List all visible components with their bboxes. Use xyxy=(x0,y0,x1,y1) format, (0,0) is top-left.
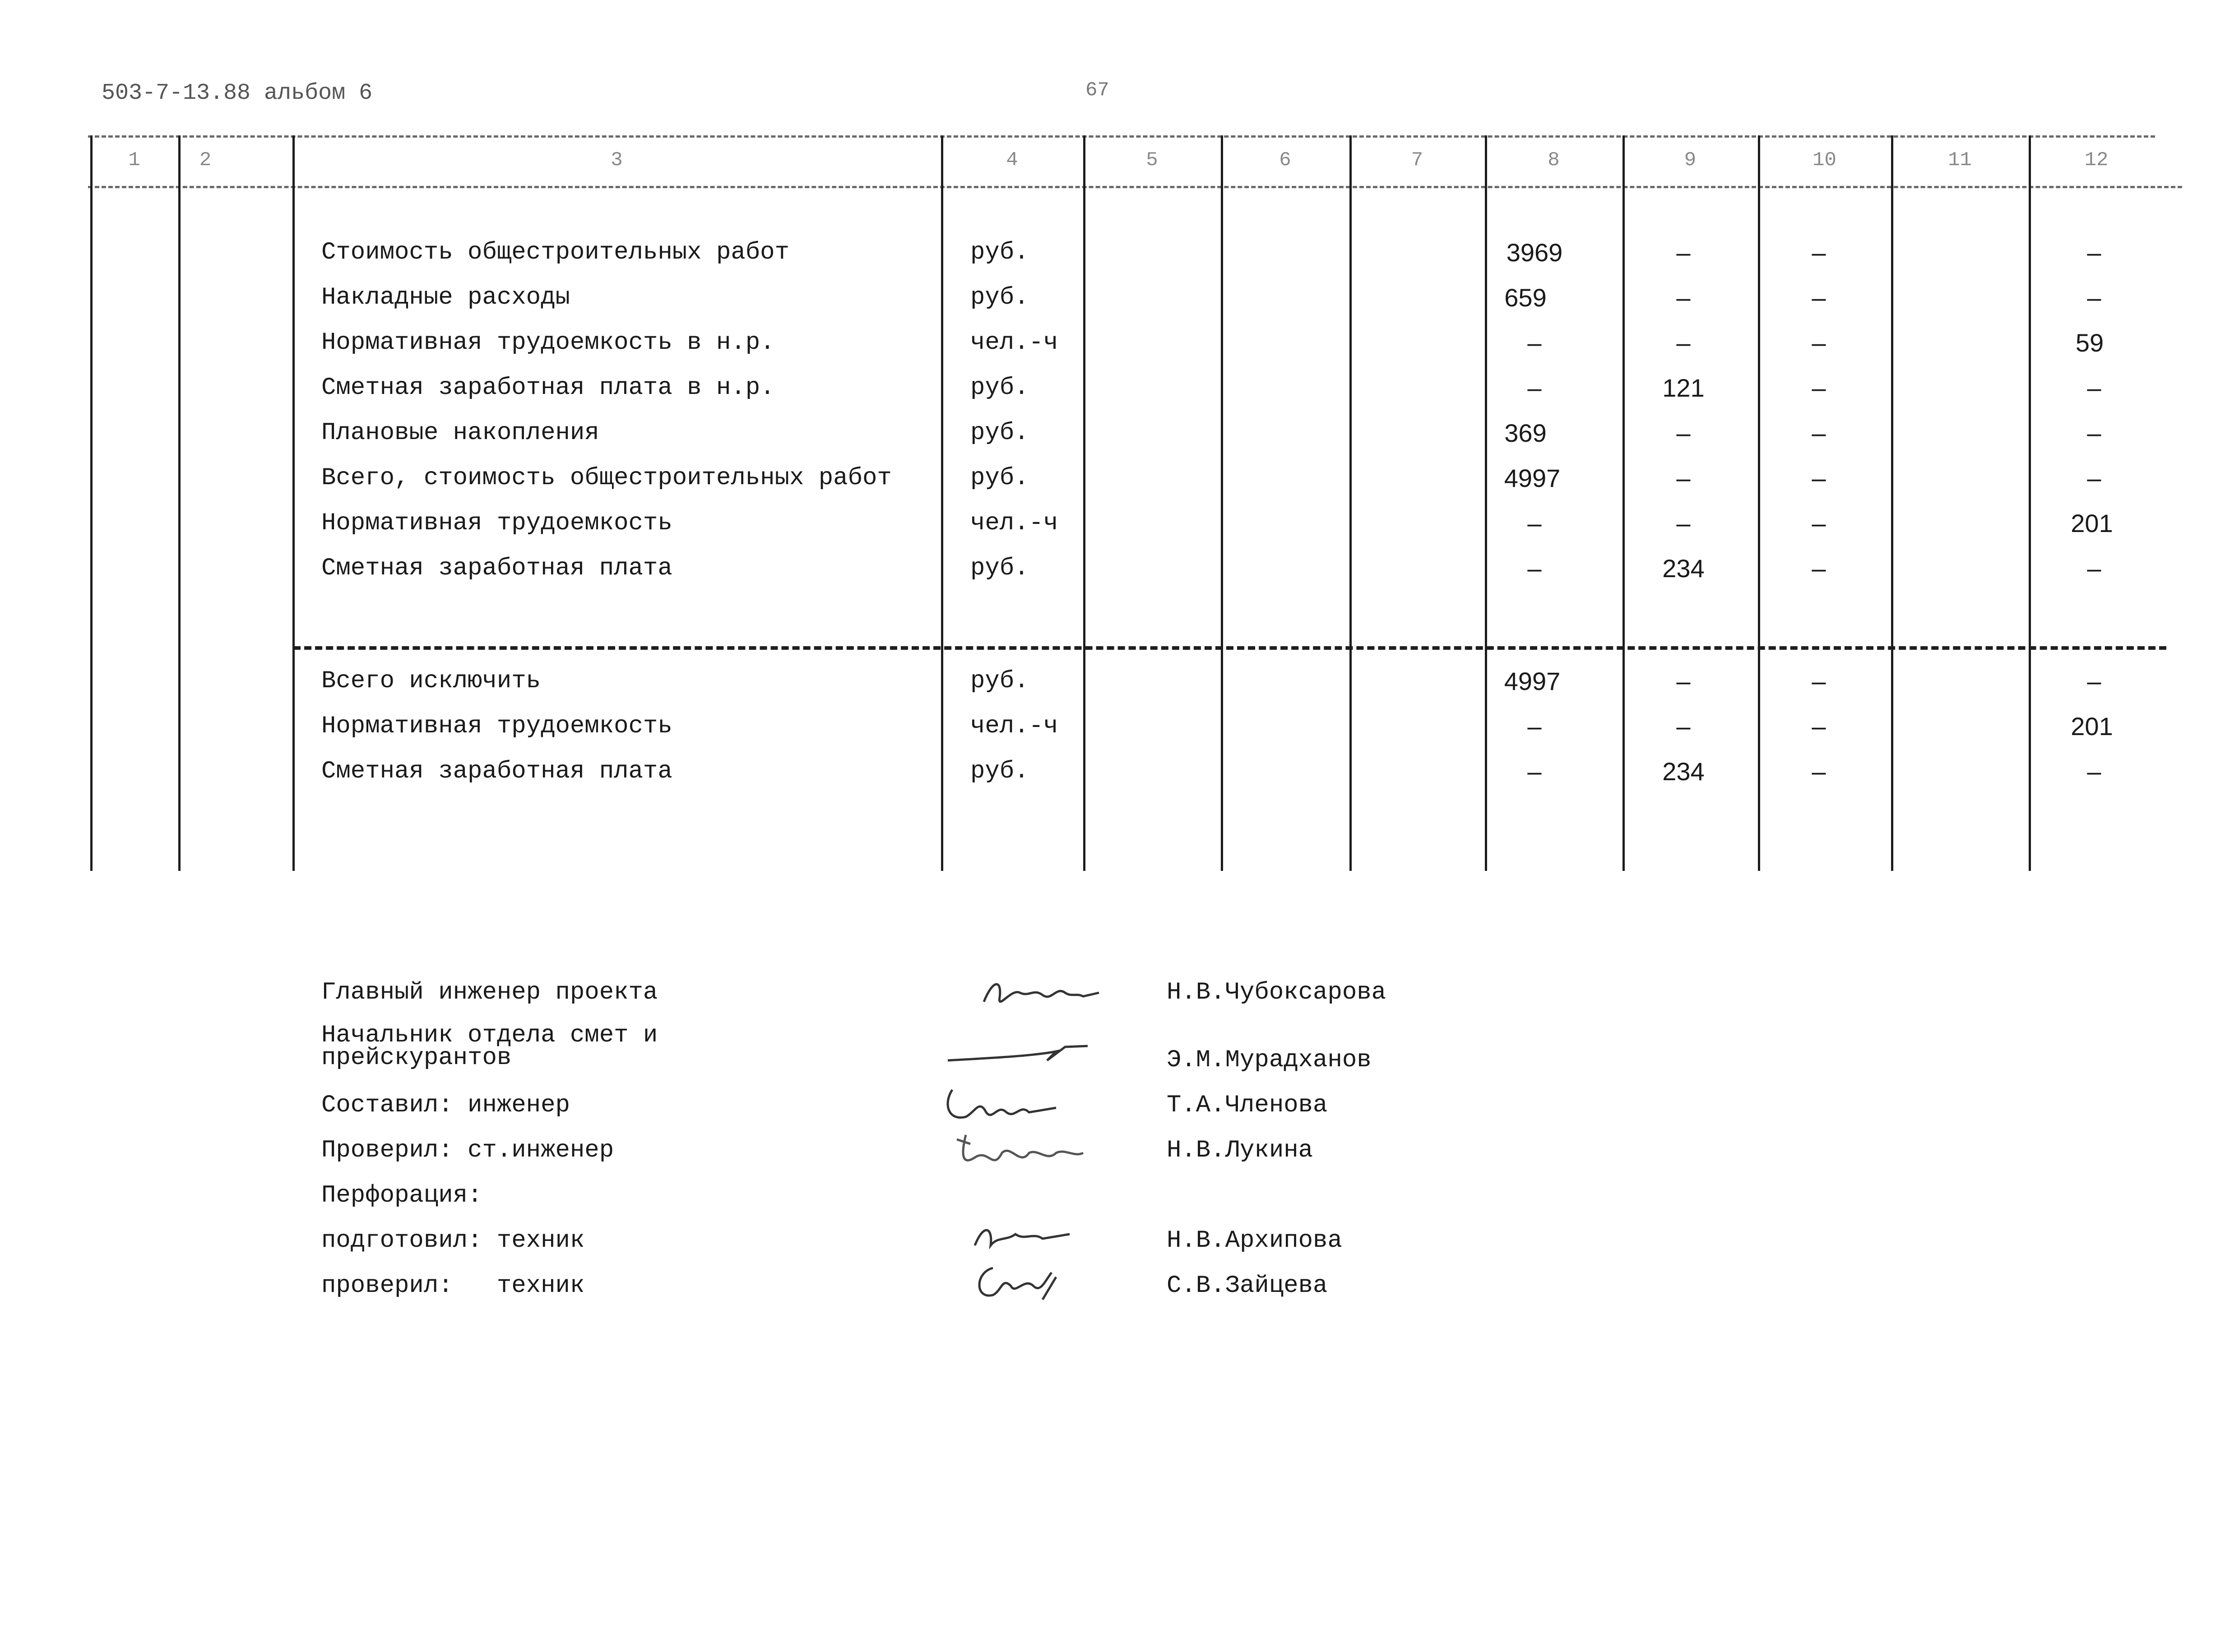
signer-role: Главный инженер проекта xyxy=(321,979,658,1006)
value-col10: – xyxy=(1812,238,1826,267)
column-divider xyxy=(90,135,93,871)
signer-role: Начальник отдела смет и прейскурантов xyxy=(321,1022,658,1072)
handwritten-signature xyxy=(975,970,1106,1020)
value-col10: – xyxy=(1812,374,1826,402)
row-unit: чел.-ч xyxy=(970,329,1058,356)
column-divider xyxy=(1349,135,1352,871)
row-name: Нормативная трудоемкость xyxy=(321,509,672,537)
signer-name: С.В.Зайцева xyxy=(1167,1272,1328,1300)
value-col10: – xyxy=(1812,554,1826,583)
value-col9: – xyxy=(1676,464,1691,492)
value-col10: – xyxy=(1812,509,1826,537)
row-name: Нормативная трудоемкость в н.р. xyxy=(321,329,775,356)
column-number: 10 xyxy=(1813,149,1836,171)
row-name: Сметная заработная плата xyxy=(321,555,672,582)
table-header-bottom-border xyxy=(88,186,2182,188)
value-col12: – xyxy=(2087,283,2101,312)
value-col8: 3969 xyxy=(1506,238,1563,267)
row-unit: руб. xyxy=(970,374,1029,402)
value-col8: 4997 xyxy=(1504,667,1561,695)
signer-name: Н.В.Лукина xyxy=(1167,1137,1313,1164)
value-col10: – xyxy=(1812,464,1826,492)
value-col12: 59 xyxy=(2075,329,2104,357)
row-unit: чел.-ч xyxy=(970,713,1058,740)
row-name: Накладные расходы xyxy=(321,284,570,311)
signer-name: Н.В.Архипова xyxy=(1167,1227,1342,1254)
value-col9: – xyxy=(1676,712,1691,740)
value-col12: – xyxy=(2087,757,2101,786)
value-col9: 121 xyxy=(1662,374,1705,402)
signer-role: подготовил: техник xyxy=(321,1227,585,1254)
value-col8: 4997 xyxy=(1504,464,1561,492)
value-col12: – xyxy=(2087,238,2101,267)
value-col12: – xyxy=(2087,419,2101,447)
value-col9: – xyxy=(1676,283,1691,312)
handwritten-signature xyxy=(966,1214,1083,1259)
value-col8: – xyxy=(1527,374,1542,402)
row-name: Стоимость общестроительных работ xyxy=(321,239,789,266)
value-col9: – xyxy=(1676,419,1691,447)
column-divider xyxy=(1221,135,1223,871)
column-number: 12 xyxy=(2084,149,2109,171)
column-divider xyxy=(1891,135,1893,871)
column-number: 11 xyxy=(1948,149,1972,171)
signer-role: Проверил: ст.инженер xyxy=(321,1137,614,1164)
value-col8: – xyxy=(1527,509,1542,537)
column-number: 6 xyxy=(1279,149,1291,171)
value-col8: – xyxy=(1527,554,1542,583)
value-col8: 369 xyxy=(1504,419,1547,447)
column-divider xyxy=(178,135,181,871)
handwritten-signature xyxy=(943,1126,1115,1180)
value-col12: – xyxy=(2087,464,2101,492)
column-number: 8 xyxy=(1548,149,1560,171)
value-col9: – xyxy=(1676,509,1691,537)
value-col9: – xyxy=(1676,238,1691,267)
row-unit: руб. xyxy=(970,758,1029,785)
value-col9: – xyxy=(1676,329,1691,357)
value-col12: 201 xyxy=(2071,712,2113,740)
row-name: Сметная заработная плата в н.р. xyxy=(321,374,775,402)
row-unit: руб. xyxy=(970,555,1029,582)
value-col10: – xyxy=(1812,757,1826,786)
value-col8: – xyxy=(1527,712,1542,740)
row-unit: руб. xyxy=(970,284,1029,311)
value-col9: 234 xyxy=(1662,757,1705,786)
signer-role: Составил: инженер xyxy=(321,1092,570,1119)
column-divider xyxy=(292,135,295,871)
handwritten-signature xyxy=(939,1081,1074,1130)
value-col8: 659 xyxy=(1504,283,1547,312)
column-number: 7 xyxy=(1411,149,1423,171)
row-name: Плановые накопления xyxy=(321,419,599,447)
column-number: 4 xyxy=(1006,149,1018,171)
value-col12: 201 xyxy=(2071,509,2113,537)
value-col9: 234 xyxy=(1662,554,1705,583)
table-top-border xyxy=(88,135,2155,138)
value-col8: – xyxy=(1527,757,1542,786)
column-divider xyxy=(1083,135,1085,871)
document-code: 503-7-13.88 альбом 6 xyxy=(102,80,373,106)
block-separator xyxy=(293,646,2166,650)
row-unit: чел.-ч xyxy=(970,509,1058,537)
signer-role: Перфорация: xyxy=(321,1182,482,1209)
row-unit: руб. xyxy=(970,667,1029,695)
column-number: 2 xyxy=(199,149,212,171)
signer-name: Э.М.Мурадханов xyxy=(1167,1046,1372,1074)
value-col9: – xyxy=(1676,667,1691,695)
column-divider xyxy=(2029,135,2031,871)
value-col10: – xyxy=(1812,712,1826,740)
value-col12: – xyxy=(2087,374,2101,402)
handwritten-signature xyxy=(943,1033,1097,1069)
row-name: Всего исключить xyxy=(321,667,541,695)
value-col12: – xyxy=(2087,667,2101,695)
column-divider xyxy=(941,135,943,871)
value-col10: – xyxy=(1812,419,1826,447)
handwritten-signature xyxy=(966,1259,1065,1309)
column-number: 9 xyxy=(1684,149,1697,171)
row-unit: руб. xyxy=(970,419,1029,447)
row-name: Сметная заработная плата xyxy=(321,758,672,785)
value-col10: – xyxy=(1812,667,1826,695)
value-col10: – xyxy=(1812,329,1826,357)
row-name: Всего, стоимость общестроительных работ xyxy=(321,464,892,492)
column-number: 3 xyxy=(611,149,623,171)
signer-name: Т.А.Членова xyxy=(1167,1092,1328,1119)
row-unit: руб. xyxy=(970,239,1029,266)
signer-name: Н.В.Чубоксарова xyxy=(1167,979,1386,1006)
row-unit: руб. xyxy=(970,464,1029,492)
value-col8: – xyxy=(1527,329,1542,357)
page-number: 67 xyxy=(1085,79,1109,102)
signer-role: проверил: техник xyxy=(321,1272,585,1300)
value-col10: – xyxy=(1812,283,1826,312)
row-name: Нормативная трудоемкость xyxy=(321,713,672,740)
column-number: 1 xyxy=(128,149,140,171)
value-col12: – xyxy=(2087,554,2101,583)
column-number: 5 xyxy=(1146,149,1158,171)
